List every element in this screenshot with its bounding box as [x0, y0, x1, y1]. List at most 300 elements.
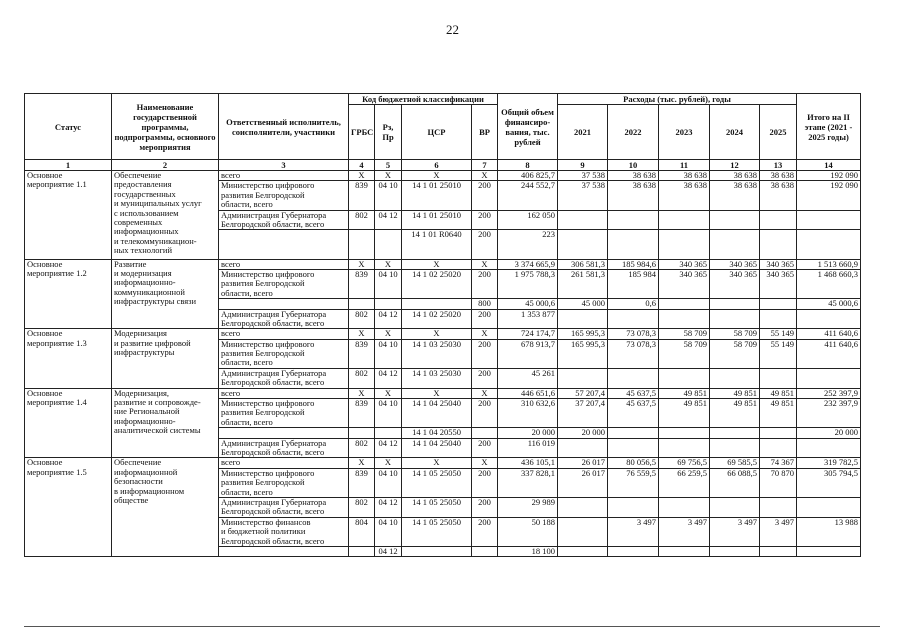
rzpr-cell: 04 10 [375, 468, 402, 497]
rzpr-cell: 04 12 [375, 438, 402, 458]
header-year-2021: 2021 [558, 105, 608, 160]
year-2024-cell [710, 546, 760, 556]
executor-line [221, 230, 346, 239]
footer-rule [24, 626, 880, 627]
program-name-line: ние Региональной [114, 406, 180, 417]
year-2024-cell [710, 299, 760, 309]
program-name-cell [112, 458, 219, 557]
executor-line: развития Белгородской [221, 278, 305, 289]
column-number: 9 [558, 160, 608, 171]
program-name-line: предоставления [114, 179, 172, 190]
status-line: Основное [27, 388, 63, 398]
executor-line: развития Белгородской [221, 407, 305, 418]
table-header [25, 94, 861, 171]
header-status: Статус [25, 94, 112, 160]
program-name-line: и телекоммуникацион- [114, 235, 197, 246]
executor-cell [219, 368, 349, 388]
year-2025-cell [760, 498, 797, 518]
year-2022-cell: 73 078,3 [608, 329, 659, 339]
csr-cell: 14 1 04 25040 [402, 399, 472, 428]
executor-line: Администрация Губернатора [221, 309, 327, 319]
rzpr-cell: 04 10 [375, 399, 402, 428]
total-volume-cell: 18 100 [498, 546, 558, 556]
vr-cell: 200 [472, 468, 498, 497]
vr-cell: X [472, 171, 498, 181]
rzpr-cell: X [375, 458, 402, 468]
csr-cell: 14 1 01 R0640 [402, 230, 472, 259]
column-number: 2 [112, 160, 219, 171]
total-volume-cell: 446 651,6 [498, 388, 558, 398]
status-cell [25, 171, 112, 260]
column-number: 13 [760, 160, 797, 171]
program-name-cell [112, 171, 219, 260]
year-2024-cell: 49 851 [710, 399, 760, 428]
program-name-line: информационных [114, 226, 179, 237]
executor-line: Министерство цифрового [221, 269, 315, 279]
executor-line: Министерство цифрового [221, 339, 315, 349]
column-number: 8 [498, 160, 558, 171]
executor-line: Белгородской области, всего [221, 317, 325, 328]
year-2021-cell [558, 309, 608, 329]
header-expenses: Расходы (тыс. рублей), годы [558, 94, 797, 105]
executor-line [221, 240, 346, 249]
year-2023-cell [659, 299, 710, 309]
executor-line: Администрация Губернатора [221, 497, 327, 507]
rzpr-cell: X [375, 329, 402, 339]
program-name-line: Обеспечение [114, 457, 162, 468]
program-name-line: и развитие цифровой [114, 337, 191, 348]
year-2022-cell: 185 984 [608, 269, 659, 298]
executor-cell [219, 428, 349, 438]
executor-cell [219, 438, 349, 458]
total-volume-cell: 724 174,7 [498, 329, 558, 339]
executor-cell [219, 230, 349, 259]
program-name-line: современных [114, 216, 163, 227]
csr-cell: 14 1 01 25010 [402, 210, 472, 230]
total-volume-cell: 45 000,6 [498, 299, 558, 309]
csr-cell: X [402, 329, 472, 339]
program-name-line: и модернизация [114, 267, 172, 278]
executor-cell [219, 259, 349, 269]
column-number: 12 [710, 160, 760, 171]
vr-cell: 200 [472, 269, 498, 298]
year-2025-cell: 49 851 [760, 388, 797, 398]
header-total-stage: Итого на II этапе (2021 - 2025 годы) [797, 94, 861, 160]
year-2021-cell: 57 207,4 [558, 388, 608, 398]
header-program-name: Наименование государственной программы, подпрограммы, основного мероприятия [112, 94, 219, 160]
executor-cell [219, 388, 349, 398]
stage-total-cell: 45 000,6 [797, 299, 861, 309]
executor-cell [219, 546, 349, 556]
year-2023-cell [659, 368, 710, 388]
header-total-volume: Общий объем финансиро-вания, тыс. рублей [498, 94, 558, 160]
total-volume-cell: 1 975 788,3 [498, 269, 558, 298]
year-2025-cell [760, 309, 797, 329]
year-2021-cell [558, 230, 608, 259]
table-row [25, 458, 861, 468]
table-row [25, 259, 861, 269]
status-cell [25, 259, 112, 329]
grbs-cell: X [349, 259, 375, 269]
rzpr-cell: 04 12 [375, 498, 402, 518]
grbs-cell: 839 [349, 269, 375, 298]
grbs-cell: X [349, 388, 375, 398]
stage-total-cell: 411 640,6 [797, 339, 861, 368]
executor-cell [219, 171, 349, 181]
executor-line: области, всего [221, 357, 273, 368]
header-budget-code: Код бюджетной классификации [349, 94, 498, 105]
grbs-cell: 839 [349, 181, 375, 210]
stage-total-cell [797, 498, 861, 518]
stage-total-cell [797, 368, 861, 388]
rzpr-cell: 04 10 [375, 339, 402, 368]
csr-cell: 14 1 05 25050 [402, 517, 472, 546]
status-line: Основное [27, 259, 63, 269]
year-2023-cell [659, 438, 710, 458]
year-2023-cell: 58 709 [659, 339, 710, 368]
executor-cell [219, 498, 349, 518]
csr-cell [402, 299, 472, 309]
executor-line: развития Белгородской [221, 477, 305, 488]
grbs-cell: 802 [349, 210, 375, 230]
program-name-cell [112, 329, 219, 388]
stage-total-cell: 1 513 660,9 [797, 259, 861, 269]
year-2023-cell [659, 230, 710, 259]
year-2021-cell [558, 517, 608, 546]
total-volume-cell: 116 019 [498, 438, 558, 458]
year-2022-cell [608, 428, 659, 438]
stage-total-cell: 192 090 [797, 171, 861, 181]
year-2022-cell [608, 546, 659, 556]
executor-cell [219, 309, 349, 329]
year-2025-cell [760, 210, 797, 230]
year-2022-cell: 185 984,6 [608, 259, 659, 269]
year-2024-cell: 38 638 [710, 171, 760, 181]
status-line: Основное [27, 170, 63, 180]
column-number: 4 [349, 160, 375, 171]
status-cell [25, 458, 112, 557]
year-2023-cell [659, 498, 710, 518]
vr-cell: 200 [472, 498, 498, 518]
csr-cell: 14 1 05 25050 [402, 498, 472, 518]
grbs-cell: 839 [349, 468, 375, 497]
vr-cell [472, 546, 498, 556]
vr-cell: X [472, 388, 498, 398]
table-row [25, 388, 861, 398]
program-name-line: государственных [114, 188, 176, 199]
column-number: 7 [472, 160, 498, 171]
program-name-line: Модернизация, [114, 388, 170, 398]
year-2025-cell: 74 367 [760, 458, 797, 468]
program-name-line: информационно- [114, 277, 176, 288]
year-2021-cell: 306 581,3 [558, 259, 608, 269]
year-2022-cell [608, 438, 659, 458]
rzpr-cell: 04 10 [375, 181, 402, 210]
executor-cell [219, 468, 349, 497]
header-rzpr: Рз, Пр [375, 105, 402, 160]
grbs-cell: 802 [349, 309, 375, 329]
executor-cell [219, 299, 349, 309]
csr-cell: X [402, 458, 472, 468]
vr-cell: X [472, 329, 498, 339]
program-name-line: безопасности [114, 476, 163, 487]
year-2023-cell: 38 638 [659, 181, 710, 210]
grbs-cell: X [349, 171, 375, 181]
year-2025-cell: 340 365 [760, 259, 797, 269]
year-2025-cell: 3 497 [760, 517, 797, 546]
year-2024-cell [710, 210, 760, 230]
vr-cell [472, 428, 498, 438]
rzpr-cell [375, 230, 402, 259]
year-2023-cell: 69 756,5 [659, 458, 710, 468]
year-2023-cell: 58 709 [659, 329, 710, 339]
year-2025-cell [760, 546, 797, 556]
vr-cell: 200 [472, 210, 498, 230]
executor-line: Белгородской области, всего [221, 218, 325, 229]
stage-total-cell [797, 309, 861, 329]
vr-cell: 200 [472, 517, 498, 546]
executor-cell [219, 210, 349, 230]
column-numbers-row [25, 160, 861, 171]
executor-line: Администрация Губернатора [221, 210, 327, 220]
table-row [25, 329, 861, 339]
year-2022-cell [608, 309, 659, 329]
grbs-cell: 839 [349, 339, 375, 368]
year-2023-cell: 49 851 [659, 388, 710, 398]
total-volume-cell: 223 [498, 230, 558, 259]
year-2024-cell [710, 309, 760, 329]
stage-total-cell: 20 000 [797, 428, 861, 438]
year-2024-cell: 340 365 [710, 259, 760, 269]
year-2022-cell: 73 078,3 [608, 339, 659, 368]
executor-line: всего [221, 170, 241, 180]
csr-cell: X [402, 171, 472, 181]
year-2025-cell: 38 638 [760, 171, 797, 181]
year-2022-cell [608, 368, 659, 388]
program-name-line: информационно- [114, 415, 176, 426]
rzpr-cell: 04 12 [375, 546, 402, 556]
stage-total-cell: 232 397,9 [797, 399, 861, 428]
status-line: мероприятие 1.1 [27, 179, 87, 190]
executor-line: Белгородской области, всего [221, 535, 325, 546]
total-volume-cell: 162 050 [498, 210, 558, 230]
csr-cell: 14 1 03 25030 [402, 368, 472, 388]
year-2021-cell [558, 368, 608, 388]
program-name-line: ных технологий [114, 245, 173, 256]
rzpr-cell: 04 12 [375, 210, 402, 230]
vr-cell: 200 [472, 181, 498, 210]
program-name-line: обществе [114, 494, 149, 505]
year-2022-cell: 45 637,5 [608, 388, 659, 398]
executor-cell [219, 399, 349, 428]
program-name-line: информационной [114, 466, 178, 477]
total-volume-cell: 1 353 877 [498, 309, 558, 329]
executor-line: развития Белгородской [221, 189, 305, 200]
grbs-cell [349, 428, 375, 438]
year-2023-cell: 340 365 [659, 269, 710, 298]
year-2022-cell: 0,6 [608, 299, 659, 309]
year-2025-cell [760, 438, 797, 458]
vr-cell: X [472, 259, 498, 269]
year-2022-cell: 76 559,5 [608, 468, 659, 497]
total-volume-cell: 29 989 [498, 498, 558, 518]
year-2021-cell: 37 207,4 [558, 399, 608, 428]
header-grbs: ГРБС [349, 105, 375, 160]
year-2022-cell: 38 638 [608, 171, 659, 181]
rzpr-cell: 04 12 [375, 309, 402, 329]
executor-line: и бюджетной политики [221, 526, 306, 537]
stage-total-cell: 319 782,5 [797, 458, 861, 468]
year-2023-cell: 38 638 [659, 171, 710, 181]
year-2022-cell: 3 497 [608, 517, 659, 546]
year-2025-cell: 55 149 [760, 329, 797, 339]
year-2024-cell [710, 498, 760, 518]
stage-total-cell [797, 546, 861, 556]
status-line: Основное [27, 457, 63, 468]
status-line: мероприятие 1.4 [27, 397, 87, 408]
year-2022-cell: 38 638 [608, 181, 659, 210]
header-year-2024: 2024 [710, 105, 760, 160]
vr-cell: 200 [472, 309, 498, 329]
stage-total-cell: 13 988 [797, 517, 861, 546]
year-2021-cell: 20 000 [558, 428, 608, 438]
vr-cell: 200 [472, 230, 498, 259]
program-name-line: инфраструктуры связи [114, 296, 197, 307]
year-2024-cell: 340 365 [710, 269, 760, 298]
year-2025-cell [760, 428, 797, 438]
year-2023-cell: 3 497 [659, 517, 710, 546]
page-number: 22 [446, 22, 459, 37]
year-2024-cell: 58 709 [710, 339, 760, 368]
header-year-2025: 2025 [760, 105, 797, 160]
year-2021-cell: 26 017 [558, 458, 608, 468]
program-name-line: Развитие [114, 259, 147, 269]
year-2022-cell [608, 210, 659, 230]
year-2021-cell [558, 210, 608, 230]
program-name-line: Обеспечение [114, 170, 162, 180]
csr-cell: 14 1 02 25020 [402, 269, 472, 298]
year-2025-cell: 38 638 [760, 181, 797, 210]
year-2021-cell [558, 546, 608, 556]
executor-line [221, 249, 346, 258]
csr-cell: 14 1 04 25040 [402, 438, 472, 458]
executor-line: всего [221, 259, 241, 269]
stage-total-cell [797, 230, 861, 259]
executor-line: Министерство финансов [221, 517, 311, 527]
program-name-line: коммуникационной [114, 286, 185, 297]
year-2022-cell [608, 498, 659, 518]
year-2025-cell: 55 149 [760, 339, 797, 368]
year-2021-cell [558, 438, 608, 458]
program-name-line: аналитической системы [114, 425, 201, 436]
status-line: мероприятие 1.2 [27, 267, 87, 278]
rzpr-cell: 04 12 [375, 368, 402, 388]
grbs-cell [349, 546, 375, 556]
executor-line: Белгородской области, всего [221, 506, 325, 517]
rzpr-cell: X [375, 388, 402, 398]
grbs-cell [349, 299, 375, 309]
executor-cell [219, 269, 349, 298]
header-year-2023: 2023 [659, 105, 710, 160]
status-line: мероприятие 1.3 [27, 337, 87, 348]
total-volume-cell: 436 105,1 [498, 458, 558, 468]
status-cell [25, 329, 112, 388]
stage-total-cell [797, 210, 861, 230]
total-volume-cell: 678 913,7 [498, 339, 558, 368]
header-year-2022: 2022 [608, 105, 659, 160]
column-number: 6 [402, 160, 472, 171]
header-csr: ЦСР [402, 105, 472, 160]
year-2022-cell [608, 230, 659, 259]
executor-line: Администрация Губернатора [221, 438, 327, 448]
rzpr-cell: 04 10 [375, 517, 402, 546]
program-name-line: развитие и сопровожде- [114, 397, 201, 408]
grbs-cell: 802 [349, 438, 375, 458]
year-2023-cell [659, 309, 710, 329]
program-name-line: Модернизация [114, 328, 167, 339]
csr-cell: 14 1 01 25010 [402, 181, 472, 210]
table-body [25, 171, 861, 557]
rzpr-cell: 04 10 [375, 269, 402, 298]
executor-cell [219, 339, 349, 368]
year-2025-cell: 49 851 [760, 399, 797, 428]
year-2023-cell: 66 259,5 [659, 468, 710, 497]
year-2021-cell: 261 581,3 [558, 269, 608, 298]
executor-line: области, всего [221, 416, 273, 427]
grbs-cell: 802 [349, 498, 375, 518]
year-2024-cell: 58 709 [710, 329, 760, 339]
header-executor: Ответственный исполнитель, соисполнители, участники [219, 94, 349, 160]
year-2024-cell: 69 585,5 [710, 458, 760, 468]
grbs-cell: X [349, 329, 375, 339]
total-volume-cell: 45 261 [498, 368, 558, 388]
stage-total-cell: 305 794,5 [797, 468, 861, 497]
year-2023-cell [659, 546, 710, 556]
executor-cell [219, 458, 349, 468]
executor-cell [219, 517, 349, 546]
year-2024-cell [710, 438, 760, 458]
grbs-cell [349, 230, 375, 259]
status-cell [25, 388, 112, 458]
total-volume-cell: 310 632,6 [498, 399, 558, 428]
total-volume-cell: 50 188 [498, 517, 558, 546]
csr-cell: 14 1 05 25050 [402, 468, 472, 497]
stage-total-cell: 252 397,9 [797, 388, 861, 398]
vr-cell: 200 [472, 368, 498, 388]
executor-cell [219, 329, 349, 339]
total-volume-cell: 3 374 665,9 [498, 259, 558, 269]
status-line: мероприятие 1.5 [27, 466, 87, 477]
year-2021-cell: 26 017 [558, 468, 608, 497]
column-number: 14 [797, 160, 861, 171]
year-2024-cell: 66 088,5 [710, 468, 760, 497]
total-volume-cell: 20 000 [498, 428, 558, 438]
year-2022-cell: 45 637,5 [608, 399, 659, 428]
year-2025-cell [760, 368, 797, 388]
csr-cell: 14 1 04 20550 [402, 428, 472, 438]
column-number: 10 [608, 160, 659, 171]
year-2024-cell: 3 497 [710, 517, 760, 546]
year-2025-cell [760, 230, 797, 259]
rzpr-cell [375, 299, 402, 309]
grbs-cell: X [349, 458, 375, 468]
year-2021-cell: 45 000 [558, 299, 608, 309]
column-number: 5 [375, 160, 402, 171]
executor-line: всего [221, 388, 241, 398]
csr-cell: X [402, 259, 472, 269]
program-name-line: в информационном [114, 485, 185, 496]
year-2021-cell: 37 538 [558, 181, 608, 210]
